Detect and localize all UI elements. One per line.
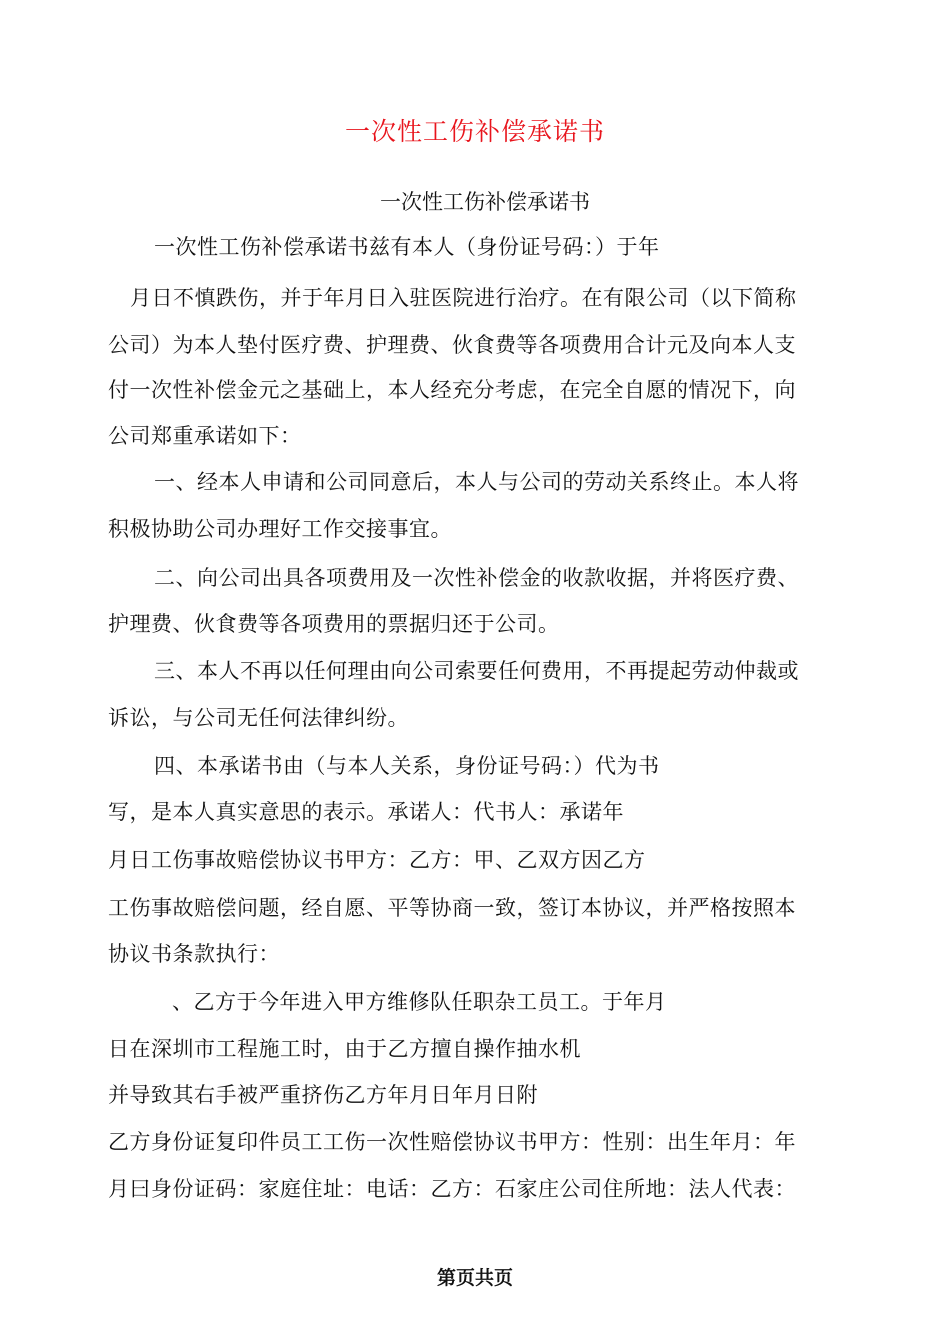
page-footer: 第页共页 — [436, 1267, 513, 1289]
text-line: 乙方身份证复印件员工工伤一次性赔偿协议书甲方：性别：出生年月：年 — [108, 1130, 796, 1154]
text-line: 月日不慎跌伤，并于年月日入驻医院进行治疗。在有限公司（以下简称 — [130, 286, 797, 310]
text-line: 公司）为本人垫付医疗费、护理费、伙食费等各项费用合计元及向本人支 — [108, 333, 796, 357]
text-line: 写，是本人真实意思的表示。承诺人：代书人：承诺年 — [108, 800, 624, 824]
text-line: 积极协助公司办理好工作交接事宜。 — [108, 517, 452, 541]
text-line: 日在深圳市工程施工时，由于乙方擅自操作抽水机 — [108, 1037, 581, 1061]
text-line: 四、本承诺书由（与本人关系，身份证号码：）代为书 — [154, 754, 660, 778]
text-line: 付一次性补偿金元之基础上，本人经充分考虑，在完全自愿的情况下，向 — [108, 378, 796, 402]
text-line: 并导致其右手被严重挤伤乙方年月日年月日附 — [108, 1083, 538, 1107]
document-title: 一次性工伤补偿承诺书 — [344, 117, 605, 146]
text-line: 工伤事故赔偿问题，经自愿、平等协商一致，签订本协议，并严格按照本 — [108, 896, 796, 920]
text-line: 一次性工伤补偿承诺书兹有本人（身份证号码：）于年 — [154, 235, 660, 259]
text-line: 护理费、伙食费等各项费用的票据归还于公司。 — [108, 612, 560, 636]
text-line: 月日工伤事故赔偿协议书甲方：乙方：甲、乙双方因乙方 — [108, 848, 646, 872]
document-subtitle: 一次性工伤补偿承诺书 — [380, 190, 590, 214]
text-line: 三、本人不再以任何理由向公司索要任何费用，不再提起劳动仲裁或 — [154, 659, 799, 683]
text-line: 诉讼，与公司无任何法律纠纷。 — [108, 706, 409, 730]
text-line: 二、向公司出具各项费用及一次性补偿金的收款收据，并将医疗费、 — [154, 566, 799, 590]
text-line: 协议书条款执行： — [108, 942, 280, 966]
text-line: 公司郑重承诺如下： — [108, 424, 302, 448]
text-line: 月曰身份证码：家庭住址：电话：乙方：石家庄公司住所地：法人代表： — [108, 1177, 796, 1201]
text-line: 、乙方于今年进入甲方维修队任职杂工员工。于年月 — [172, 990, 667, 1014]
text-line: 一、经本人申请和公司同意后，本人与公司的劳动关系终止。本人将 — [154, 470, 799, 494]
